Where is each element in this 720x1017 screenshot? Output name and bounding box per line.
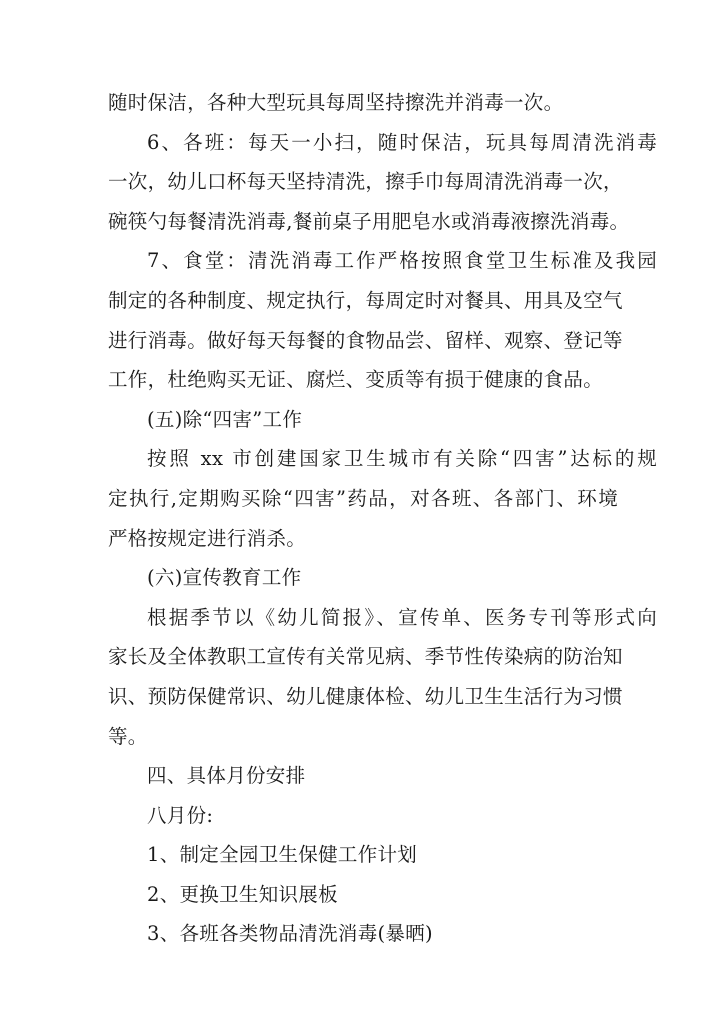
text-line: 家长及全体教职工宣传有关常见病、季节性传染病的防治知 bbox=[108, 645, 623, 669]
list-item: 2、更换卫生知识展板 bbox=[147, 882, 338, 906]
text-line: 随时保洁，各种大型玩具每周坚持擦洗并消毒一次。 bbox=[108, 91, 564, 114]
text-line: 一次，幼儿口杯每天坚持清洗，擦手巾每周清洗消毒一次， bbox=[108, 170, 623, 194]
text-line: 严格按规定进行消杀。 bbox=[108, 526, 307, 550]
text-line: 定执行,定期购买除“四害”药品，对各班、各部门、环境 bbox=[108, 486, 618, 510]
text-line: 制定的各种制度、规定执行，每周定时对餐具、用具及空气 bbox=[108, 288, 623, 312]
section-heading: 四、具体月份安排 bbox=[147, 764, 306, 788]
month-heading: 八月份: bbox=[147, 803, 214, 827]
text-line: 按照 xx 市创建国家卫生城市有关除“四害”达标的规 bbox=[147, 447, 657, 471]
text-line: 7、食堂：清洗消毒工作严格按照食堂卫生标准及我园 bbox=[147, 249, 657, 273]
section-heading: (六)宣传教育工作 bbox=[147, 566, 302, 590]
text-line: 6、各班：每天一小扫，随时保洁，玩具每周清洗消毒 bbox=[147, 130, 657, 154]
list-item: 3、各班各类物品清洗消毒(暴晒) bbox=[147, 922, 433, 946]
text-line: 工作，杜绝购买无证、腐烂、变质等有损于健康的食品。 bbox=[108, 368, 604, 392]
list-item: 1、制定全园卫生保健工作计划 bbox=[147, 843, 418, 867]
text-line: 进行消毒。做好每天每餐的食物品尝、留样、观察、登记等 bbox=[108, 328, 623, 352]
text-line: 等。 bbox=[108, 724, 148, 748]
section-heading: (五)除“四害”工作 bbox=[147, 407, 303, 431]
text-line: 碗筷勺每餐清洗消毒,餐前桌子用肥皂水或消毒液擦洗消毒。 bbox=[108, 209, 630, 233]
document-body bbox=[108, 83, 657, 954]
text-line: 根据季节以《幼儿简报》、宣传单、医务专刊等形式向 bbox=[147, 605, 657, 629]
text-line: 识、预防保健常识、幼儿健康体检、幼儿卫生生活行为习惯 bbox=[108, 684, 623, 708]
